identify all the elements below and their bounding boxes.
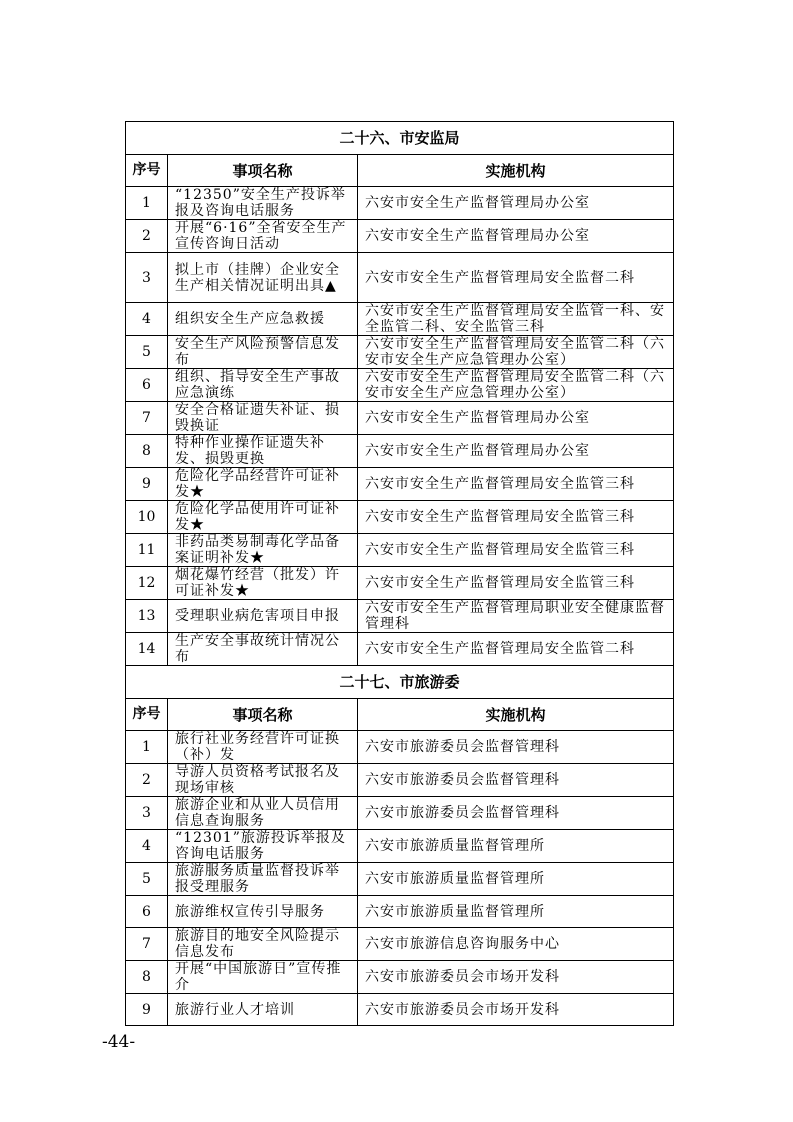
row-number: 9	[126, 994, 168, 1026]
implementing-agency: 六安市安全生产监督管理局办公室	[358, 220, 674, 253]
item-name: 组织安全生产应急救援	[168, 303, 358, 336]
section-title-row	[126, 122, 674, 155]
header-item-name: 事项名称	[168, 699, 358, 731]
table-row	[126, 369, 674, 402]
row-number: 12	[126, 567, 168, 600]
row-number: 7	[126, 928, 168, 961]
table-row	[126, 797, 674, 830]
item-name: 旅游目的地安全风险提示信息发布	[168, 928, 358, 961]
table-row	[126, 731, 674, 764]
item-name: 生产安全事故统计情况公布	[168, 633, 358, 666]
item-name: 旅游维权宣传引导服务	[168, 896, 358, 928]
row-number: 14	[126, 633, 168, 666]
header-implementing-agency: 实施机构	[358, 699, 674, 731]
table-header-row	[126, 699, 674, 731]
item-name: 安全生产风险预警信息发布	[168, 336, 358, 369]
table-row	[126, 961, 674, 994]
table-row	[126, 402, 674, 435]
section-title: 二十七、市旅游委	[126, 666, 674, 699]
item-name: 受理职业病危害项目申报	[168, 600, 358, 633]
row-number: 11	[126, 534, 168, 567]
table-row	[126, 468, 674, 501]
page-number: -44-	[102, 1032, 136, 1052]
row-number: 1	[126, 731, 168, 764]
item-name: 开展“6·16”全省安全生产宣传咨询日活动	[168, 220, 358, 253]
section-title-row	[126, 666, 674, 699]
table-row	[126, 633, 674, 666]
item-name: 非药品类易制毒化学品备案证明补发★	[168, 534, 358, 567]
table-body	[126, 122, 674, 1026]
table-row	[126, 534, 674, 567]
implementing-agency: 六安市安全生产监督管理局安全监管二科（六安市安全生产应急管理办公室）	[358, 369, 674, 402]
row-number: 6	[126, 369, 168, 402]
row-number: 4	[126, 303, 168, 336]
implementing-agency: 六安市旅游委员会监督管理科	[358, 797, 674, 830]
row-number: 2	[126, 764, 168, 797]
implementing-agency: 六安市旅游委员会市场开发科	[358, 961, 674, 994]
implementing-agency: 六安市旅游委员会监督管理科	[358, 764, 674, 797]
item-name: 拟上市（挂牌）企业安全生产相关情况证明出具▲	[168, 253, 358, 303]
implementing-agency: 六安市安全生产监督管理局办公室	[358, 402, 674, 435]
table-row	[126, 928, 674, 961]
table-row	[126, 303, 674, 336]
item-name: 危险化学品使用许可证补发★	[168, 501, 358, 534]
item-name: 组织、指导安全生产事故应急演练	[168, 369, 358, 402]
header-item-name: 事项名称	[168, 155, 358, 187]
item-name: 旅游服务质量监督投诉举报受理服务	[168, 863, 358, 896]
row-number: 6	[126, 896, 168, 928]
header-serial-number: 序号	[126, 699, 168, 731]
table-row	[126, 863, 674, 896]
implementing-agency: 六安市安全生产监督管理局安全监管二科	[358, 633, 674, 666]
item-name: 安全合格证遗失补证、损毁换证	[168, 402, 358, 435]
row-number: 3	[126, 797, 168, 830]
implementing-agency: 六安市旅游质量监督管理所	[358, 830, 674, 863]
table-row	[126, 220, 674, 253]
item-name: “12301”旅游投诉举报及咨询电话服务	[168, 830, 358, 863]
table-row	[126, 994, 674, 1026]
row-number: 5	[126, 336, 168, 369]
item-name: 特种作业操作证遗失补发、损毁更换	[168, 435, 358, 468]
table-row	[126, 187, 674, 220]
implementing-agency: 六安市安全生产监督管理局安全监管一科、安全监管二科、安全监管三科	[358, 303, 674, 336]
implementing-agency: 六安市旅游委员会市场开发科	[358, 994, 674, 1026]
item-name: 旅游行业人才培训	[168, 994, 358, 1026]
item-name: 烟花爆竹经营（批发）许可证补发★	[168, 567, 358, 600]
table-row	[126, 501, 674, 534]
implementing-agency: 六安市安全生产监督管理局安全监管二科（六安市安全生产应急管理办公室）	[358, 336, 674, 369]
item-name: 开展“中国旅游日”宣传推介	[168, 961, 358, 994]
row-number: 2	[126, 220, 168, 253]
table-header-row	[126, 155, 674, 187]
row-number: 4	[126, 830, 168, 863]
implementing-agency: 六安市旅游委员会监督管理科	[358, 731, 674, 764]
implementing-agency: 六安市旅游信息咨询服务中心	[358, 928, 674, 961]
row-number: 1	[126, 187, 168, 220]
implementing-agency: 六安市安全生产监督管理局安全监管三科	[358, 567, 674, 600]
row-number: 13	[126, 600, 168, 633]
section-title: 二十六、市安监局	[126, 122, 674, 155]
implementing-agency: 六安市旅游质量监督管理所	[358, 863, 674, 896]
item-name: 危险化学品经营许可证补发★	[168, 468, 358, 501]
implementing-agency: 六安市安全生产监督管理局安全监管三科	[358, 468, 674, 501]
implementing-agency: 六安市安全生产监督管理局办公室	[358, 187, 674, 220]
row-number: 10	[126, 501, 168, 534]
row-number: 7	[126, 402, 168, 435]
table-row	[126, 253, 674, 303]
item-name: 旅行社业务经营许可证换（补）发	[168, 731, 358, 764]
implementing-agency: 六安市旅游质量监督管理所	[358, 896, 674, 928]
implementing-agency: 六安市安全生产监督管理局办公室	[358, 435, 674, 468]
implementing-agency: 六安市安全生产监督管理局安全监管三科	[358, 501, 674, 534]
table-row	[126, 567, 674, 600]
header-serial-number: 序号	[126, 155, 168, 187]
row-number: 5	[126, 863, 168, 896]
item-name: 旅游企业和从业人员信用信息查询服务	[168, 797, 358, 830]
table-row	[126, 764, 674, 797]
table-row	[126, 600, 674, 633]
row-number: 3	[126, 253, 168, 303]
table-row	[126, 896, 674, 928]
item-name: 导游人员资格考试报名及现场审核	[168, 764, 358, 797]
row-number: 8	[126, 435, 168, 468]
implementing-agency: 六安市安全生产监督管理局职业安全健康监督管理科	[358, 600, 674, 633]
table-row	[126, 336, 674, 369]
table-row	[126, 435, 674, 468]
row-number: 9	[126, 468, 168, 501]
table-row	[126, 830, 674, 863]
implementing-agency: 六安市安全生产监督管理局安全监管三科	[358, 534, 674, 567]
implementing-agency: 六安市安全生产监督管理局安全监督二科	[358, 253, 674, 303]
service-items-table	[125, 121, 674, 1026]
header-implementing-agency: 实施机构	[358, 155, 674, 187]
row-number: 8	[126, 961, 168, 994]
item-name: “12350”安全生产投诉举报及咨询电话服务	[168, 187, 358, 220]
